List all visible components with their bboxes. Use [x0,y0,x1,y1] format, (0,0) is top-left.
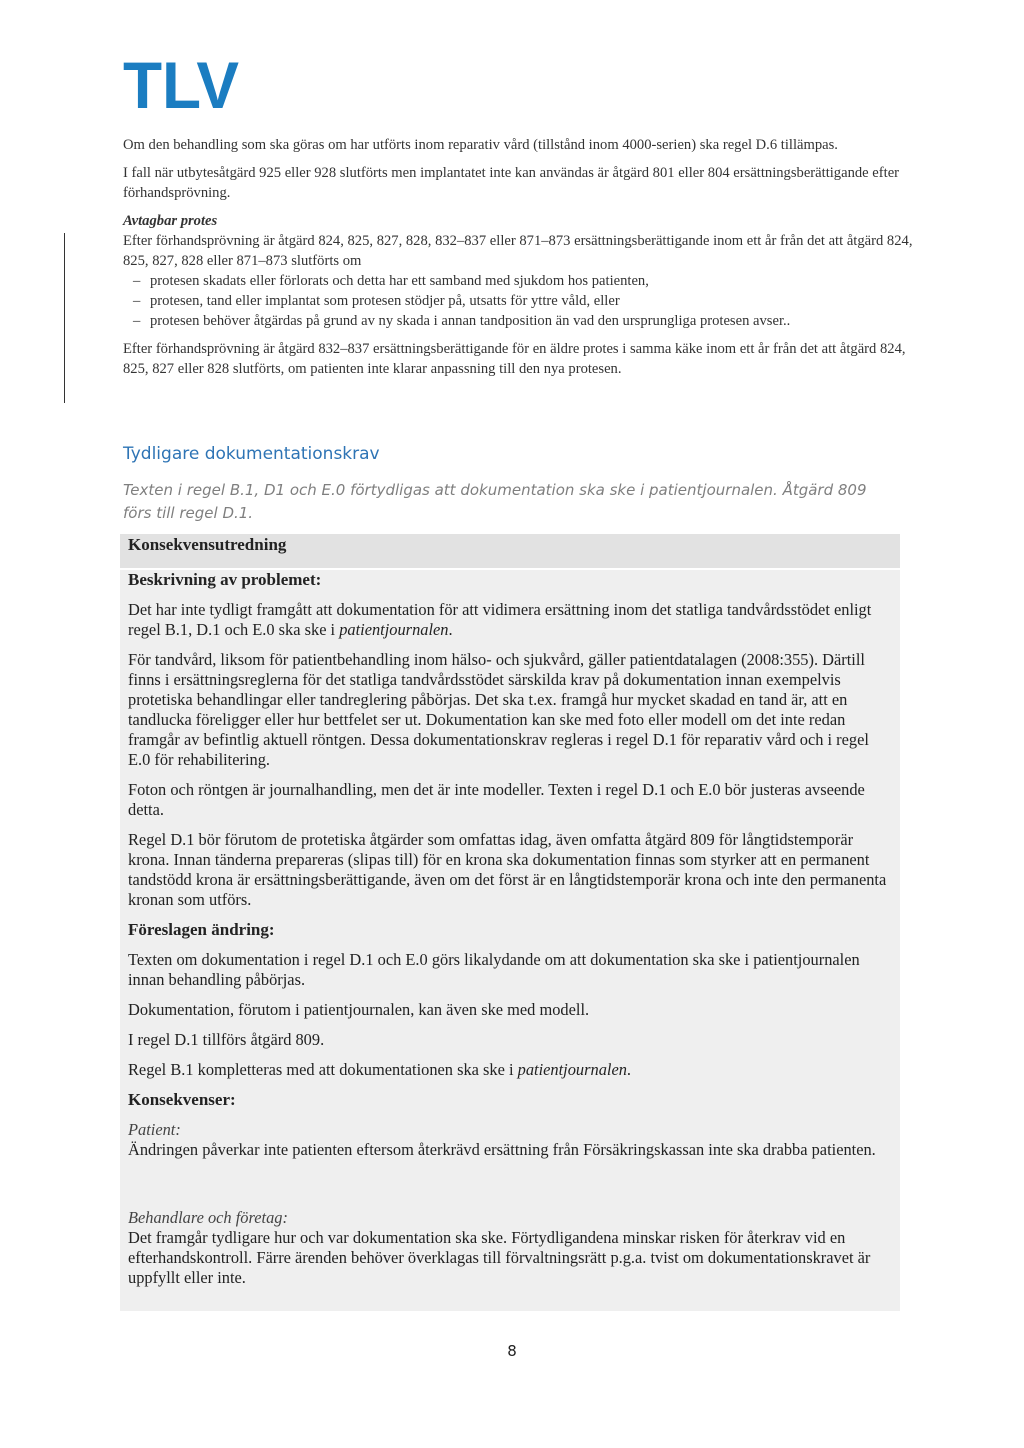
subheading-avtagbar-protes: Avtagbar protes [123,213,218,229]
paragraph: I fall när utbytesåtgärd 925 eller 928 slutförts men implantatet inte kan användas är åtgärd 801 eller 804 ersättningsberättigande efter förhandsprövning. [123,165,900,201]
section-heading: Tydligare dokumentationskrav [123,444,380,464]
impact-assessment-body [128,570,888,1298]
svg-text:TLV: TLV [123,58,239,114]
tlv-logo [123,58,243,119]
page-number: 8 [507,1342,517,1360]
text-run: Regel B.1 kompletteras med att dokumentationen ska ske i [128,1060,518,1079]
patient-label: Patient: [128,1120,181,1139]
paragraph: I regel D.1 tillförs åtgärd 809. [128,1030,325,1049]
impact-assessment-box [120,534,900,1311]
paragraph [128,600,888,640]
paragraph: Om den behandling som ska göras om har utförts inom reparativ vård (tillstånd inom 4000-serien) ska regel D.6 tillämpas. [123,137,838,153]
provider-label: Behandlare och företag: [128,1208,288,1227]
dash-marker: – [133,313,141,329]
text-run: . [626,1060,632,1079]
change-bar [64,233,65,403]
paragraph: Ändringen påverkar inte patienten eftersom återkrävd ersättning från Försäkringskassan inte ska drabba patienten. [128,1140,876,1159]
paragraph: Foton och röntgen är journalhandling, men det är inte modeller. Texten i regel D.1 och E.0 bör justeras avseende detta. [128,780,865,819]
section-intro: Texten i regel B.1, D1 och E.0 förtydligas att dokumentation ska ske i patientjournalen. Åtgärd 809 förs till regel D.1. [123,481,867,522]
list-item-text: protesen, tand eller implantat som protesen stödjer på, utsatts för yttre våld, eller [150,293,620,309]
paragraph: Regel D.1 bör förutom de protetiska åtgärder som omfattas idag, även omfatta åtgärd 809 för långtidstemporär krona. Innan tänderna prepareras (slipas till) för en krona ska dokumentation finnas som styrker att en permanent tandstödd krona är ersättningsberättigande, även om det först är en långtidstemporär krona och inte den permanenta kronan som utförs. [128,830,887,909]
proposed-change-heading: Föreslagen ändring: [128,920,275,939]
consequences-heading: Konsekvenser: [128,1090,236,1109]
emphasis: patientjournalen [517,1060,627,1079]
dash-marker: – [133,273,141,289]
paragraph: Efter förhandsprövning är åtgärd 832–837 ersättningsberättigande för en äldre protes i samma käke inom ett år från det att åtgärd 824, 825, 827 eller 828 slutförts, om patienten inte klarar anpassning till den nya protesen. [123,341,906,377]
list-item-text: protesen skadats eller förlorats och detta har ett samband med sjukdom hos patienten, [150,273,649,289]
tlv-logo-mark [123,58,243,114]
paragraph: För tandvård, liksom för patientbehandling inom hälso- och sjukvård, gäller patientdatalagen (2008:355). Därtill finns i ersättningsreglerna för det statliga tandvårdsstödet särskilda krav på dokumentation innan exempelvis protetiska behandlingar eller tandreglering påbörjas. Det ska t.ex. framgå hur mycket skadad en tand är, att en tandlucka föreligger eller hur bettfelet ser ut. Dokumentation kan ske med foto eller modell om det inte redan framgår av befintlig aktuell röntgen. Dessa dokumentationskrav regleras i regel D.1 för reparativ vård och i regel E.0 för rehabilitering. [128,650,869,769]
problem-heading: Beskrivning av problemet: [128,570,322,589]
paragraph [128,1060,888,1080]
emphasis: patientjournalen [339,620,449,639]
bullet-list [123,271,913,331]
impact-assessment-title-bar [120,534,900,570]
list-item [123,271,913,291]
list-item [123,311,913,331]
text-run: . [448,620,453,639]
list-item [123,291,913,311]
paragraph: Texten om dokumentation i regel D.1 och E.0 görs likalydande om att dokumentation ska ske i patientjournalen innan behandling påbörjas. [128,950,860,989]
spacer [128,1170,888,1208]
impact-assessment-title: Konsekvensutredning [128,535,287,554]
text-run: Det har inte tydligt framgått att dokumentation för att vidimera ersättning inom det statliga tandvårdsstödet enligt regel B.1, D.1 och E.0 ska ske i [128,600,872,639]
list-item-text: protesen behöver åtgärdas på grund av ny skada i annan tandposition än vad den ursprungliga protesen avser.. [150,313,791,329]
paragraph: Det framgår tydligare hur och var dokumentation ska ske. Förtydligandena minskar risken för återkrav vid en efterhandskontroll. Färre ärenden behöver överklagas till förvaltningsrätt p.g.a. tvist om dokumentationskravet är uppfyllt eller inte. [128,1228,871,1287]
dash-marker: – [133,293,141,309]
regulation-text [123,135,913,387]
paragraph: Efter förhandsprövning är åtgärd 824, 825, 827, 828, 832–837 eller 871–873 ersättningsberättigande inom ett år från det att åtgärd 824, 825, 827, 828 eller 871–873 slutförts om [123,233,913,269]
paragraph: Dokumentation, förutom i patientjournalen, kan även ske med modell. [128,1000,590,1019]
